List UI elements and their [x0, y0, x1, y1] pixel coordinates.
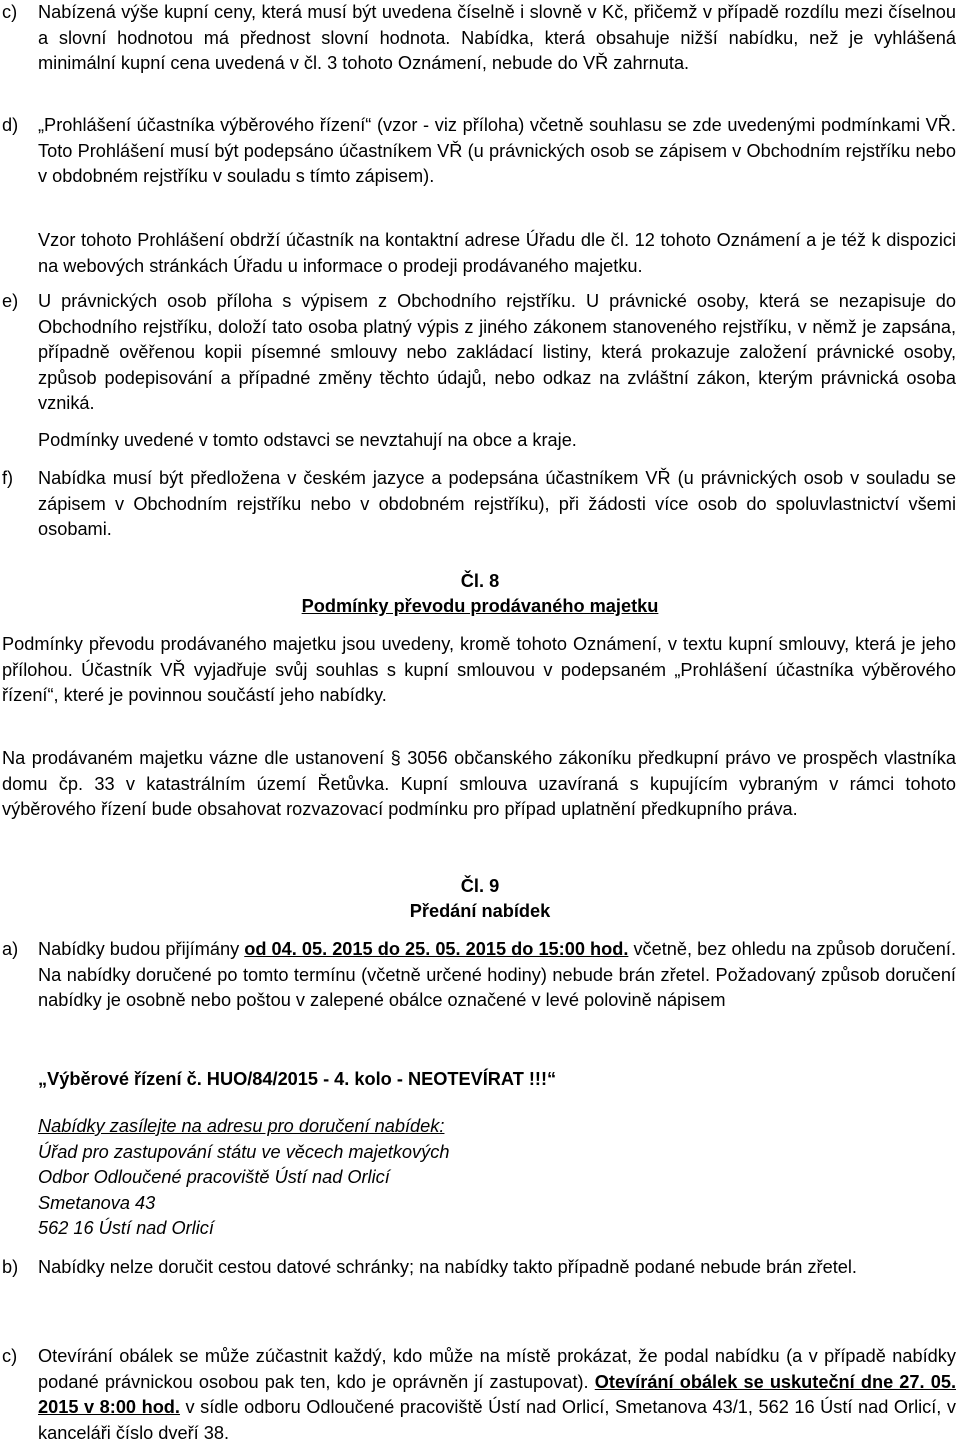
envelope-label: „Výběrové řízení č. HUO/84/2015 - 4. kolo - NEOTEVÍRAT !!!“	[38, 1069, 557, 1089]
list-marker: d)	[2, 115, 19, 135]
address-heading: Nabídky zasílejte na adresu pro doručení nabídek:	[38, 1116, 445, 1136]
article-8-number: Čl. 8	[460, 571, 500, 591]
item-d-note: Vzor tohoto Prohlášení obdrží účastník na kontaktní adrese Úřadu dle čl. 12 tohoto Oznámení a je též k dispozici na webových stránkách Úřadu u informace o prodeji prodávaného majetku.	[38, 230, 956, 276]
list-marker: b)	[2, 1257, 19, 1277]
list-marker: e)	[2, 291, 19, 311]
item-e-note: Podmínky uvedené v tomto odstavci se nevztahují na obce a kraje.	[38, 430, 577, 450]
list-item-text: Nabídky nelze doručit cestou datové schránky; na nabídky takto případně podané nebude brán zřetel.	[38, 1257, 857, 1277]
list-item-text: „Prohlášení účastníka výběrového řízení“ (vzor - viz příloha) včetně souhlasu se zde uvedenými podmínkami VŘ. Toto Prohlášení musí být podepsáno účastníkem VŘ (u právnických osob se zápisem v Obchodním rejstříku nebo v obdobném rejstříku v souladu s tímto zápisem).	[38, 115, 956, 186]
article-8-paragraph-1: Podmínky převodu prodávaného majetku jsou uvedeny, kromě tohoto Oznámení, v textu kupní smlouvy, která je jeho přílohou. Účastník VŘ vyjadřuje svůj souhlas s kupní smlouvou v podepsaném „Prohlášení účastníka výběrového řízení“, které je povinnou součástí jeho nabídky.	[2, 634, 956, 705]
opening-date: Otevírání obálek se uskuteční dne 27. 05. 2015 v 8:00 hod.	[38, 1371, 957, 1417]
article-8-paragraph-2: Na prodávaném majetku vázne dle ustanovení § 3056 občanského zákoníku předkupní právo ve prospěch vlastníka domu čp. 33 v katastrálním území Řetůvka. Kupní smlouva uzavíraná s kupujícím vybraným v rámci tohoto výběrového řízení bude obsahovat rozvazovací podmínku pro případ uplatnění předkupního práva.	[2, 748, 956, 819]
address-line: 562 16 Ústí nad Orlicí	[38, 1218, 214, 1238]
article-9-title: Předání nabídek	[409, 901, 551, 921]
list-item-text: U právnických osob příloha s výpisem z Obchodního rejstříku. U právnické osoby, která se nezapisuje do Obchodního rejstříku, doloží tato osoba platný výpis z jiného zákonem stanoveného rejstříku, v němž je zapsána, případně ověřenou kopii písemné smlouvy nebo zakládací listiny, která prokazuje založení právnické osoby, způsob podepisování a případné změny těchto údajů, nebo odkaz na zvláštní zákon, kterým právnická osoba vzniká.	[38, 291, 956, 413]
address-line: Smetanova 43	[38, 1192, 156, 1213]
submission-period: od 04. 05. 2015 do 25. 05. 2015 do 15:00 hod.	[244, 939, 629, 959]
list-item-text: Nabídky budou přijímány od 04. 05. 2015 do 25. 05. 2015 do 15:00 hod. včetně, bez ohledu na způsob doručení. Na nabídky doručené po tomto termínu (včetně určené hodiny) nebude brán zřetel. Požadovaný způsob doručení nabídky je osobně nebo poštou v zalepené obálce označené v levé polovině nápisem	[38, 939, 956, 1010]
article-9-number: Čl. 9	[460, 876, 500, 896]
address-line: Úřad pro zastupování státu ve věcech majetkových	[38, 1141, 450, 1162]
list-item-text: Nabízená výše kupní ceny, která musí být uvedena číselně i slovně v Kč, přičemž v případě rozdílu mezi číselnou a slovní hodnotou má přednost slovní hodnota. Nabídka, která obsahuje nižší nabídku, než je vyhlášená minimální kupní cena uvedená v čl. 3 tohoto Oznámení, nebude do VŘ zahrnuta.	[38, 2, 956, 73]
list-item-text: Otevírání obálek se může zúčastnit každý, kdo může na místě prokázat, že podal nabídku (a v případě nabídky podané právnickou osobou pak ten, kdo je oprávněn jí zastupovat). Otevírání obálek se uskuteční dne 27. 05. 2015 v 8:00 hod. v sídle odboru Odloučené pracoviště Ústí nad Orlicí, Smetanova 43/1, 562 16 Ústí nad Orlicí, v kanceláři číslo dveří 38.	[38, 1346, 957, 1443]
list-marker: c)	[2, 2, 18, 22]
list-marker: f)	[2, 468, 14, 488]
list-marker: c)	[2, 1346, 18, 1366]
address-line: Odbor Odloučené pracoviště Ústí nad Orlicí	[38, 1167, 390, 1187]
delivery-address	[38, 1114, 956, 1242]
list-marker: a)	[2, 939, 19, 959]
list-item-text: Nabídka musí být předložena v českém jazyce a podepsána účastníkem VŘ (u právnických osob v souladu se zápisem v Obchodním rejstříku nebo v obdobném rejstříku), při žádosti více osob do spoluvlastnictví všemi osobami.	[38, 468, 956, 539]
article-8-title: Podmínky převodu prodávaného majetku	[301, 596, 659, 616]
